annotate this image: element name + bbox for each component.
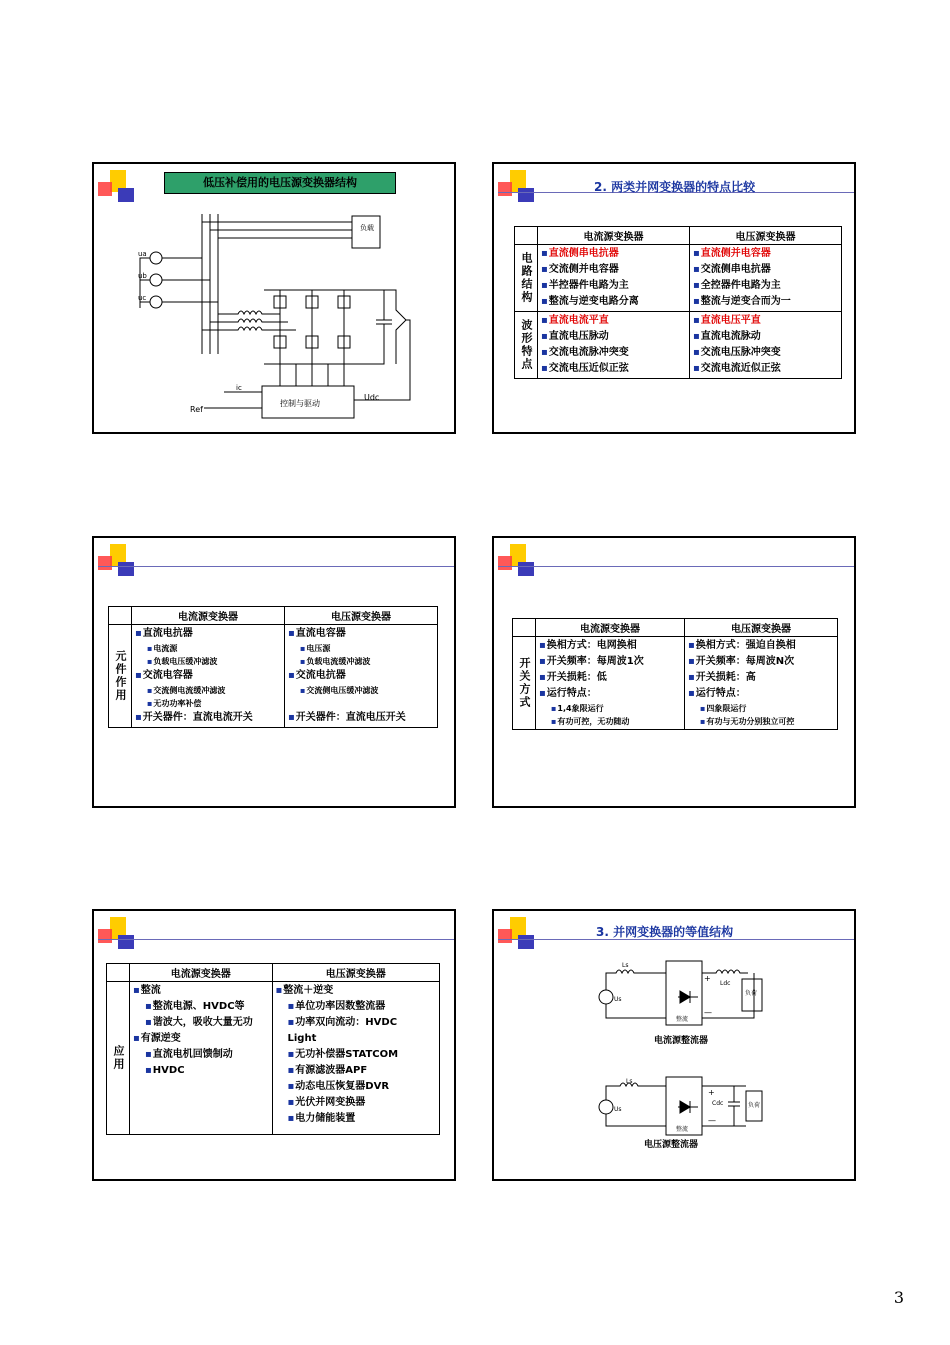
caption-vsr: 电压源整流器 bbox=[644, 1140, 699, 1150]
list-item: ▪ 四象限运行 bbox=[688, 702, 834, 715]
list-item: ▪ 直流电容器 bbox=[288, 626, 434, 642]
slide-decoration bbox=[94, 911, 154, 955]
list-item: ▪ 运行特点： bbox=[539, 686, 681, 702]
list-item: ▪ 交流电流近似正弦 bbox=[693, 361, 838, 377]
row-header: 开关方式 bbox=[513, 637, 536, 730]
list-item: ▪ 交流电压脉冲突变 bbox=[693, 345, 838, 361]
svg-text:Ls: Ls bbox=[622, 962, 629, 969]
slide-equivalent-structure bbox=[492, 909, 856, 1181]
list-item: ▪ 开关损耗：低 bbox=[539, 670, 681, 686]
list-item: ▪ 开关频率：每周波N次 bbox=[688, 654, 834, 670]
list-item: ▪ HVDC bbox=[133, 1063, 269, 1079]
list-item: ▪ 整流与逆变合而为一 bbox=[693, 294, 838, 310]
list-item: ▪ 无功功率补偿 bbox=[135, 697, 281, 710]
col-header-vsc: 电压源变换器 bbox=[690, 227, 842, 245]
slide-decoration bbox=[494, 164, 554, 208]
col-header-vsc: 电压源变换器 bbox=[285, 607, 438, 625]
svg-text:ub: ub bbox=[138, 272, 147, 280]
vsc-circuit-diagram bbox=[94, 164, 454, 432]
col-header-vsc: 电压源变换器 bbox=[684, 619, 837, 637]
list-item: ▪ 电流源 bbox=[135, 642, 281, 655]
svg-text:Cdc: Cdc bbox=[712, 1100, 724, 1107]
list-item: ▪ 电压源 bbox=[288, 642, 434, 655]
list-item: ▪ 负载电流缓冲滤波 bbox=[288, 655, 434, 668]
list-item: ▪ 直流侧并电容器 bbox=[693, 246, 838, 262]
list-item: ▪ 换相方式：强迫自换相 bbox=[688, 638, 834, 654]
list-item: ▪ 单位功率因数整流器 bbox=[276, 999, 437, 1015]
slide-title: 2. 两类并网变换器的特点比较 bbox=[594, 180, 756, 194]
comparison-table bbox=[106, 963, 440, 1135]
slide-applications bbox=[92, 909, 456, 1181]
comparison-table bbox=[512, 618, 838, 730]
slide-title: 低压补偿用的电压源变换器结构 bbox=[164, 172, 396, 194]
row-header: 元件作用 bbox=[109, 625, 132, 728]
list-item: ▪ 交流电容器 bbox=[135, 668, 281, 684]
svg-text:Ldc: Ldc bbox=[720, 980, 731, 987]
svg-text:ic: ic bbox=[236, 384, 242, 392]
list-item: ▪ 光伏并网变换器 bbox=[276, 1095, 437, 1111]
col-header-csc: 电流源变换器 bbox=[130, 964, 273, 982]
slide-vsc-structure bbox=[92, 162, 456, 434]
slide-title: 3. 并网变换器的等值结构 bbox=[596, 925, 734, 939]
list-item: ▪ 整流电源、HVDC等 bbox=[133, 999, 269, 1015]
col-header-csc: 电流源变换器 bbox=[132, 607, 285, 625]
svg-text:ua: ua bbox=[138, 250, 147, 258]
list-item: ▪ 有功可控，无功随动 bbox=[539, 715, 681, 728]
list-item: ▪ 直流电压平直 bbox=[693, 313, 838, 329]
list-item: ▪ 有源滤波器APF bbox=[276, 1063, 437, 1079]
svg-text:+: + bbox=[708, 1088, 715, 1097]
list-item: ▪ 换相方式：电网换相 bbox=[539, 638, 681, 654]
list-item: ▪ 半控器件电路为主 bbox=[541, 278, 686, 294]
slide-decoration bbox=[94, 538, 154, 582]
list-item: ▪ 交流侧电流缓冲滤波 bbox=[135, 684, 281, 697]
list-item: ▪ 直流电流脉动 bbox=[693, 329, 838, 345]
row-header: 应用 bbox=[107, 982, 130, 1135]
list-item: ▪ 动态电压恢复器DVR bbox=[276, 1079, 437, 1095]
svg-text:Ls: Ls bbox=[626, 1078, 633, 1085]
svg-text:控制与驱动: 控制与驱动 bbox=[280, 399, 320, 408]
slide-switching-mode bbox=[492, 536, 856, 808]
list-item: ▪ 交流侧并电容器 bbox=[541, 262, 686, 278]
list-item: ▪ 无功补偿器STATCOM bbox=[276, 1047, 437, 1063]
row-header: 波形特点 bbox=[515, 312, 538, 379]
comparison-table bbox=[514, 226, 842, 379]
list-item: ▪ 电力储能装置 bbox=[276, 1111, 437, 1127]
list-item: ▪ 整流与逆变电路分离 bbox=[541, 294, 686, 310]
slide-component-roles bbox=[92, 536, 456, 808]
list-item: ▪ 谐波大，吸收大量无功 bbox=[133, 1015, 269, 1031]
svg-text:负载: 负载 bbox=[360, 224, 374, 232]
row-header: 电路结构 bbox=[515, 245, 538, 312]
list-item: ▪ 功率双向流动：HVDC Light bbox=[276, 1015, 418, 1047]
page-number: 3 bbox=[893, 1288, 904, 1307]
svg-text:Udc: Udc bbox=[364, 393, 380, 402]
slide-comparison-structure-waveform bbox=[492, 162, 856, 434]
list-item: ▪ 负载电压缓冲滤波 bbox=[135, 655, 281, 668]
list-item: ▪ 交流电抗器 bbox=[288, 668, 434, 684]
svg-text:负荷: 负荷 bbox=[745, 990, 758, 997]
list-item: ▪ 交流侧电压缓冲滤波 bbox=[288, 684, 434, 697]
list-item: ▪ 有功与无功分别独立可控 bbox=[688, 715, 834, 728]
svg-text:uc: uc bbox=[138, 294, 147, 302]
list-item: ▪ 开关损耗：高 bbox=[688, 670, 834, 686]
list-item: ▪ 交流电流脉冲突变 bbox=[541, 345, 686, 361]
svg-text:Us: Us bbox=[614, 996, 622, 1003]
caption-csr: 电流源整流器 bbox=[654, 1036, 709, 1046]
list-item: ▪ 整流＋逆变 bbox=[276, 983, 437, 999]
svg-text:整流: 整流 bbox=[676, 1016, 689, 1023]
list-item: ▪ 开关器件：直流电流开关 bbox=[135, 710, 281, 726]
list-item: ▪ 开关频率：每周波1次 bbox=[539, 654, 681, 670]
list-item: ▪ 直流电抗器 bbox=[135, 626, 281, 642]
svg-text:整流: 整流 bbox=[676, 1126, 689, 1133]
list-item: ▪ 直流电压脉动 bbox=[541, 329, 686, 345]
list-item: ▪ 交流侧串电抗器 bbox=[693, 262, 838, 278]
slide-decoration bbox=[494, 538, 554, 582]
col-header-csc: 电流源变换器 bbox=[538, 227, 690, 245]
col-header-csc: 电流源变换器 bbox=[536, 619, 685, 637]
svg-text:+: + bbox=[704, 974, 711, 983]
svg-text:负荷: 负荷 bbox=[748, 1102, 761, 1109]
col-header-vsc: 电压源变换器 bbox=[272, 964, 440, 982]
list-item: ▪ 1,4象限运行 bbox=[539, 702, 681, 715]
svg-text:Us: Us bbox=[614, 1106, 622, 1113]
list-item: ▪ 开关器件：直流电压开关 bbox=[288, 710, 434, 726]
svg-text:—: — bbox=[708, 1116, 716, 1125]
list-item: ▪ 直流电流平直 bbox=[541, 313, 686, 329]
list-item: ▪ 全控器件电路为主 bbox=[693, 278, 838, 294]
list-item: ▪ 直流电机回馈制动 bbox=[133, 1047, 269, 1063]
svg-text:Ref: Ref bbox=[190, 405, 203, 414]
list-item: ▪ 直流侧串电抗器 bbox=[541, 246, 686, 262]
list-item: ▪ 交流电压近似正弦 bbox=[541, 361, 686, 377]
list-item: ▪ 有源逆变 bbox=[133, 1031, 269, 1047]
svg-text:—: — bbox=[704, 1008, 712, 1017]
list-item: ▪ 整流 bbox=[133, 983, 269, 999]
list-item: ▪ 运行特点： bbox=[688, 686, 834, 702]
comparison-table bbox=[108, 606, 438, 728]
